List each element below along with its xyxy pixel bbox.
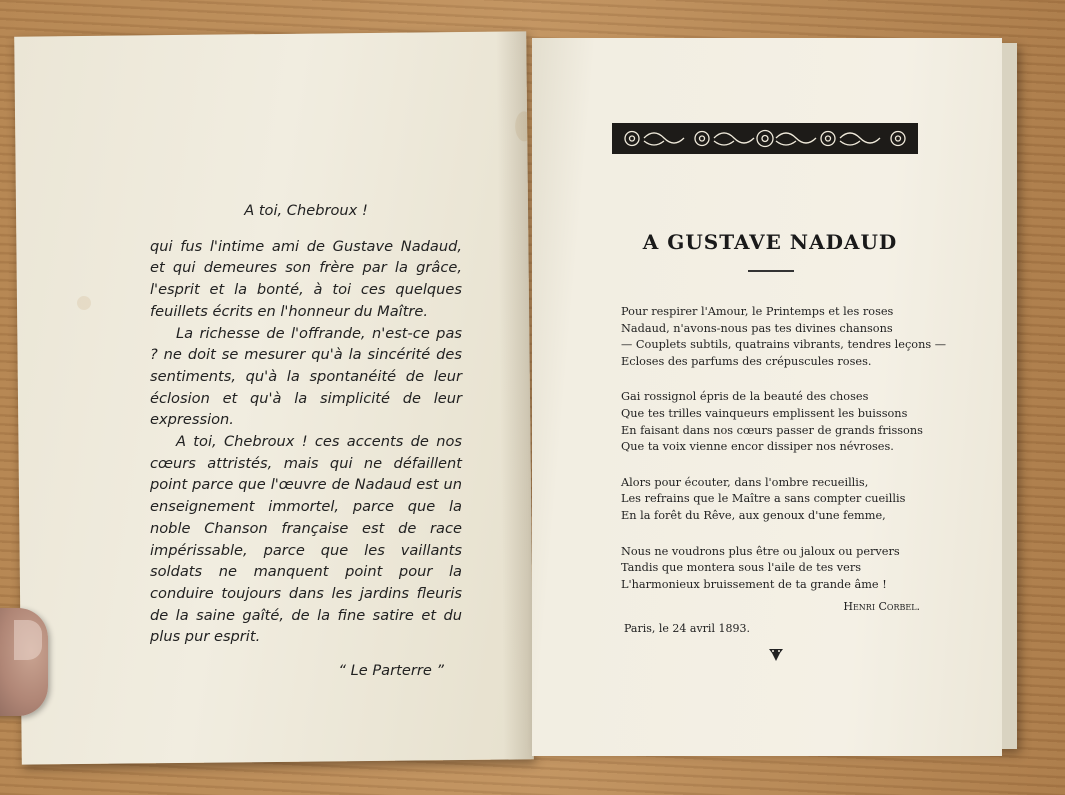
poem-line: Tandis que montera sous l'aile de tes vers: [621, 561, 862, 575]
poem-title: A GUSTAVE NADAUD: [642, 230, 898, 254]
poem-line: Ecloses des parfums des crépuscules roses.: [621, 354, 872, 368]
thumb: [0, 608, 48, 716]
poem-line: Que ta voix vienne encor dissiper nos névroses.: [621, 440, 894, 454]
poem-line: — Couplets subtils, quatrains vibrants, tendres leçons —: [621, 338, 947, 352]
dedication-paragraph: A toi, Chebroux ! ces accents de nos cœurs attristés, mais qui ne défaillent point parce que l'œuvre de Nadaud est un enseignement immortel, parce que la noble Chanson française est de race impérissable, parce que les vaillants soldats ne manquent point pour la conduire toujours dans les jardins fleuris de la saine gaîté, de la fine satire et du plus pur esprit.: [150, 433, 462, 646]
poem-stanza: [621, 475, 941, 525]
poem-stanza: [621, 304, 947, 370]
poem: [621, 304, 947, 612]
title-divider: [748, 270, 794, 272]
poem-line: En la forêt du Rêve, aux genoux d'une femme,: [621, 508, 886, 522]
poem-line: En faisant dans nos cœurs passer de grands frissons: [621, 423, 923, 437]
leaf-fleuron-icon: [768, 647, 784, 663]
poem-line: Les refrains que le Maître a sans compter cueillis: [621, 492, 906, 506]
poem-line: Alors pour écouter, dans l'ombre recueillis,: [621, 475, 869, 489]
poem-stanza: [621, 389, 941, 455]
dedication-signature: “ Le Parterre ”: [338, 662, 444, 680]
dedication-salutation: A toi, Chebroux !: [244, 202, 368, 219]
floral-ornament-icon: [612, 123, 918, 154]
poem-date: Paris, le 24 avril 1893.: [624, 622, 750, 635]
dedication-text: [150, 200, 462, 682]
poem-stanza: [621, 544, 941, 594]
poem-author: Henri Corbel.: [843, 600, 920, 613]
poem-line: Pour respirer l'Amour, le Printemps et les roses: [621, 305, 894, 318]
poem-line: Nadaud, n'avons-nous pas tes divines chansons: [621, 321, 893, 335]
poem-line: Gai rossignol épris de la beauté des choses: [621, 390, 869, 404]
poem-line: Que tes trilles vainqueurs emplissent les buissons: [621, 406, 908, 420]
poem-line: L'harmonieux bruissement de ta grande âme !: [621, 577, 887, 591]
dedication-paragraph: qui fus l'intime ami de Gustave Nadaud, et qui demeures son frère par la grâce, l'esprit et la bonté, à toi ces quelques feuillets écrits en l'honneur du Maître.: [150, 237, 462, 320]
dedication-paragraph: La richesse de l'offrande, n'est-ce pas ? ne doit se mesurer qu'à la sincérité des sentiments, qu'à la spontanéité de leur éclosion et qu'à la simplicité de leur expression.: [150, 324, 462, 429]
poem-line: Nous ne voudrons plus être ou jaloux ou pervers: [621, 544, 900, 558]
